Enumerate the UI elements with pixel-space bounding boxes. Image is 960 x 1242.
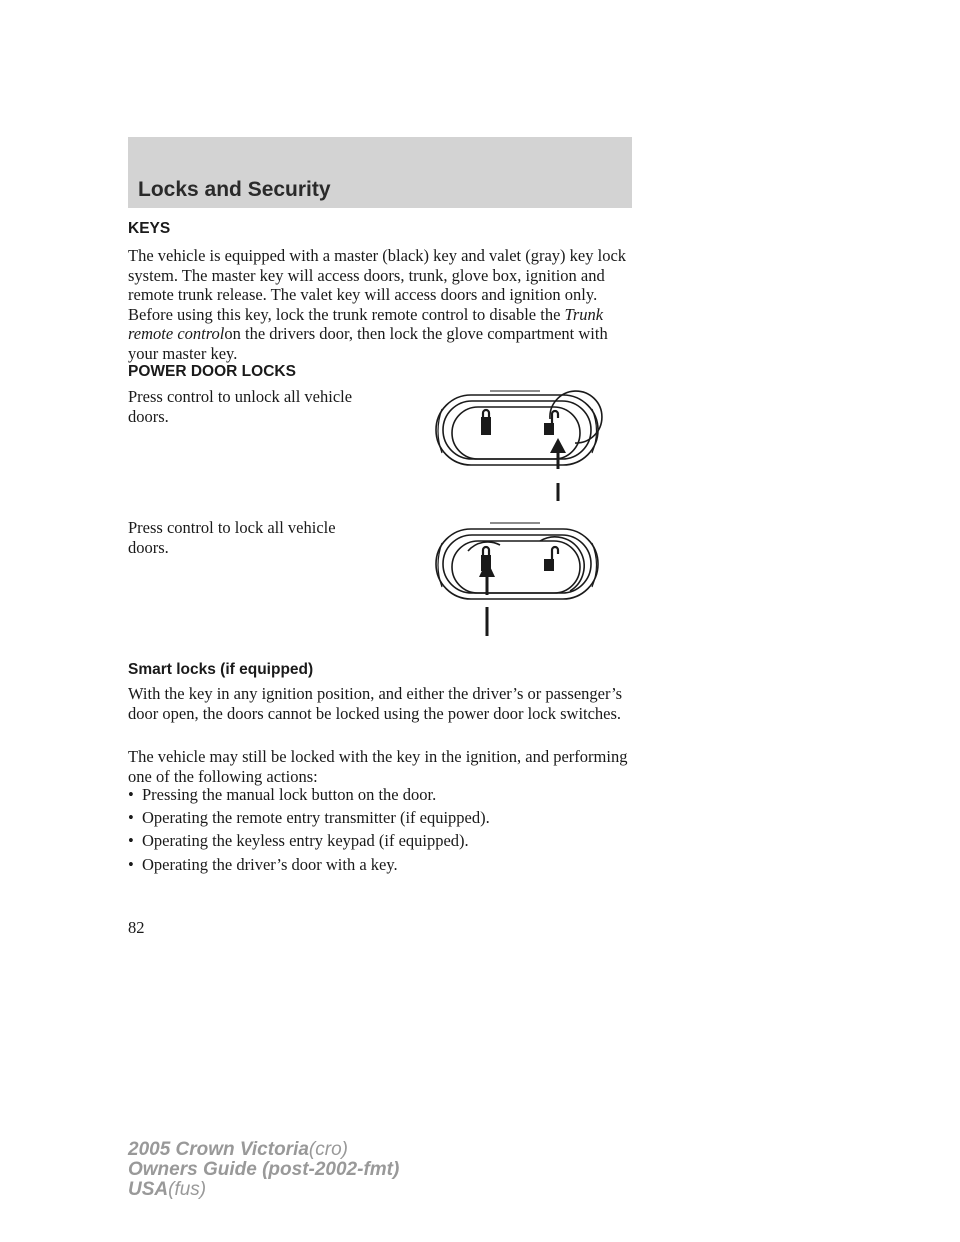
list-item — [128, 785, 436, 805]
bullet-symbol: • — [128, 808, 134, 827]
lock-control-illustration — [430, 515, 605, 640]
footer-model-code: (cro) — [308, 1139, 348, 1160]
list-item — [128, 808, 490, 828]
keys-paragraph — [128, 246, 633, 363]
bullet-symbol: • — [128, 785, 134, 804]
pointer-arrow-icon — [550, 438, 566, 501]
footer-market-code: (fus) — [168, 1179, 207, 1200]
smart-locks-paragraph-1: With the key in any ignition position, and either the driver’s or passenger’s door open, the doors cannot be locked using the power door lock switches. — [128, 684, 623, 723]
keys-text-italic: Trunk remote control — [128, 304, 604, 343]
keys-text-after: on the drivers door, then lock the glove compartment with your master key. — [128, 324, 608, 363]
footer-model: 2005 Crown Victoria — [128, 1139, 309, 1160]
section-title: Locks and Security — [138, 178, 331, 201]
bullet-symbol: • — [128, 855, 134, 874]
list-item — [128, 831, 469, 851]
document-footer — [128, 1140, 399, 1200]
unlock-icon — [544, 547, 558, 571]
list-item-text: Operating the keyless entry keypad (if equipped). — [142, 831, 469, 850]
lock-instruction: Press control to lock all vehicle doors. — [128, 518, 336, 557]
bullet-symbol: • — [128, 831, 134, 850]
unlock-icon — [544, 411, 558, 435]
page-number: 82 — [128, 918, 145, 937]
unlock-control-illustration — [430, 383, 605, 505]
footer-guide: Owners Guide (post-2002-fmt) — [128, 1159, 400, 1180]
footer-market: USA — [128, 1179, 169, 1200]
pointer-arrow-icon — [479, 560, 495, 636]
power-door-locks-heading: POWER DOOR LOCKS — [128, 363, 296, 380]
keys-heading: KEYS — [128, 220, 171, 237]
list-item — [128, 855, 398, 875]
unlock-instruction: Press control to unlock all vehicle doors. — [128, 387, 353, 426]
smart-locks-paragraph-2: The vehicle may still be locked with the key in the ignition, and performing one of the following actions: — [128, 747, 628, 786]
list-item-text: Operating the remote entry transmitter (if equipped). — [142, 808, 490, 827]
list-item-text: Pressing the manual lock button on the door. — [142, 785, 437, 804]
keys-text-before: The vehicle is equipped with a master (black) key and valet (gray) key lock system. The master key will access doors, trunk, glove box, ignition and remote trunk release. The valet key will access doors and ignition only. Before using this key, lock the trunk remote control to disable the — [128, 246, 627, 324]
lock-icon — [481, 410, 491, 435]
smart-locks-heading: Smart locks (if equipped) — [128, 661, 314, 678]
list-item-text: Operating the driver’s door with a key. — [142, 855, 398, 874]
